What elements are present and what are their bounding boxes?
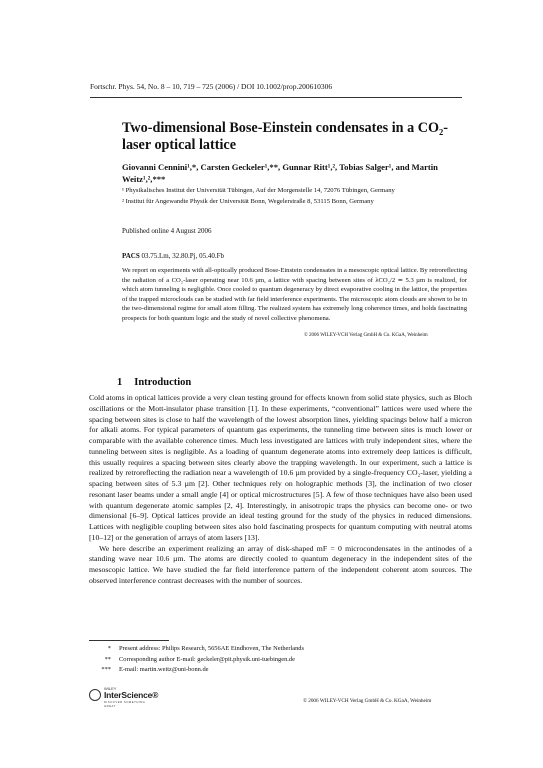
logo-sub-text: DISCOVER SOMETHING GREAT — [104, 700, 146, 708]
body-text — [89, 393, 472, 587]
pacs-line — [122, 252, 224, 260]
abstract: We report on experiments with all-optically produced Bose-Einstein condensates in a mesoscopic optical lattice. By retroreflecting the radiation of a CO₂-laser operating near 10.6 µm, a lattice with spacing between sites of λCO₂/2 ≃ 5.3 µm is realized, for which atom tunneling is negligible. Once cooled to quantum degeneracy by direct evaporative cooling in the lattice, the properties of the trapped microclouds can be studied with far field interference experiments. The microscopic atom clouds are shown to be in the two-dimensional regime for small atom filling. The realized system has extremely long coherence times, and holds fascinating prospects for both quantum logic and the study of novel collective phenomena. — [122, 267, 467, 322]
pacs-codes: 03.75.Lm, 32.80.Pj, 05.40.Fb — [141, 252, 224, 260]
globe-icon — [89, 689, 101, 701]
pacs-label: PACS — [122, 252, 140, 260]
abstract-copyright: © 2006 WILEY-VCH Verlag GmbH & Co. KGaA, Weinheim — [304, 333, 428, 338]
paragraph-1: Cold atoms in optical lattices provide a very clean testing ground for effects known from solid state physics, such as Bloch oscillations or the Mott-insulator phase transition [1]. In these experiments, “conventional” lattices were used where the spacing between sites is close to half the wavelength of the lowest absorption lines, yielding spacings below half a micron for alkali atoms. For typical parameters of quantum gas experiments, the tunneling time between sites is much lower or comparable with the available coherence times. Much less investigated are lattices with truly independent sites, where the tunneling between sites is negligible. As a loading of quantum degenerate atoms into extremely deep lattices is difficult, this usually requires a spacing between sites clearly above the trapping wavelength. In our experiment, such a lattice is realized by retroreflecting the radiation near a wavelength of 10.6 µm provided by a single-frequency CO₂-laser, yielding a spacing between sites of 5.3 µm [2]. Other techniques rely on holographic methods [3], the inclination of two closer resonant laser beams under a small angle [4] or optical microstructures [5]. A few of those techniques have also been used with quantum degenerate atomic samples [2, 4]. Interestingly, in anisotropic traps the physics can become one- or two dimensional [6–9]. Optical lattices provide an ideal testing ground for the study of the physics in reduced dimensions. Lattices with negligible coupling between sites also hold fascinating prospects for quantum computing with neutral atoms [10–12] or the generation of arrays of atom lasers [13]. — [89, 393, 472, 542]
footnote-rule — [89, 640, 169, 641]
affiliations — [122, 185, 462, 207]
logo-small-text: WILEY — [104, 686, 117, 691]
journal-citation: Fortschr. Phys. 54, No. 8 – 10, 719 – 725 (2006) / DOI 10.1002/prop.200610306 — [90, 82, 333, 91]
footnote-mark: * — [107, 645, 111, 652]
footer-copyright: © 2006 WILEY-VCH Verlag GmbH & Co. KGaA, Weinheim — [303, 698, 432, 704]
footnote-2 — [89, 655, 469, 666]
footnote-text: Corresponding author E-mail: geckeler@pit.physik.uni-tuebingen.de — [119, 655, 295, 663]
footnote-mark: ** — [104, 655, 111, 663]
logo-main-text: InterScience® — [104, 690, 159, 700]
footnote-3 — [89, 665, 469, 676]
footnote-1 — [89, 644, 469, 655]
affiliation-1: ¹ Physikalisches Institut der Universität Tübingen, Auf der Morgenstelle 14, 72076 Tübingen, Germany — [122, 187, 395, 194]
footnote-text: E-mail: martin.weitz@uni-bonn.de — [119, 666, 209, 673]
header-rule — [90, 97, 462, 98]
section-number: 1 — [117, 377, 123, 388]
published-online: Published online 4 August 2006 — [122, 227, 212, 235]
paper-title: Two-dimensional Bose-Einstein condensates in a CO₂-laser optical lattice — [122, 120, 448, 153]
footnotes — [89, 644, 469, 676]
section-heading — [117, 377, 203, 388]
footnote-text: Present address: Philips Research, 5656AE Eindhoven, The Netherlands — [119, 645, 304, 652]
footnote-mark: *** — [101, 666, 111, 673]
paragraph-2: We here describe an experiment realizing an array of disk-shaped mF = 0 microcondensates in the antinodes of a standing wave near 10.6 µm. The atoms are directly cooled to quantum degeneracy in the independent sites of the mesoscopic lattice. We have studied the far field interference pattern of the independent coherent atom sources. The observed interference contrast decreases with the number of sources. — [89, 543, 472, 585]
affiliation-2: ² Institut für Angewandte Physik der Universität Bonn, Wegelerstraße 8, 53115 Bonn, Germany — [122, 198, 374, 205]
author-list: Giovanni Cennini¹,*, Carsten Geckeler¹,**, Gunnar Ritt¹,², Tobias Salger¹, and Martin Weitz¹,²,*** — [122, 162, 438, 184]
section-title: Introduction — [134, 377, 192, 388]
wiley-interscience-logo — [89, 686, 159, 708]
